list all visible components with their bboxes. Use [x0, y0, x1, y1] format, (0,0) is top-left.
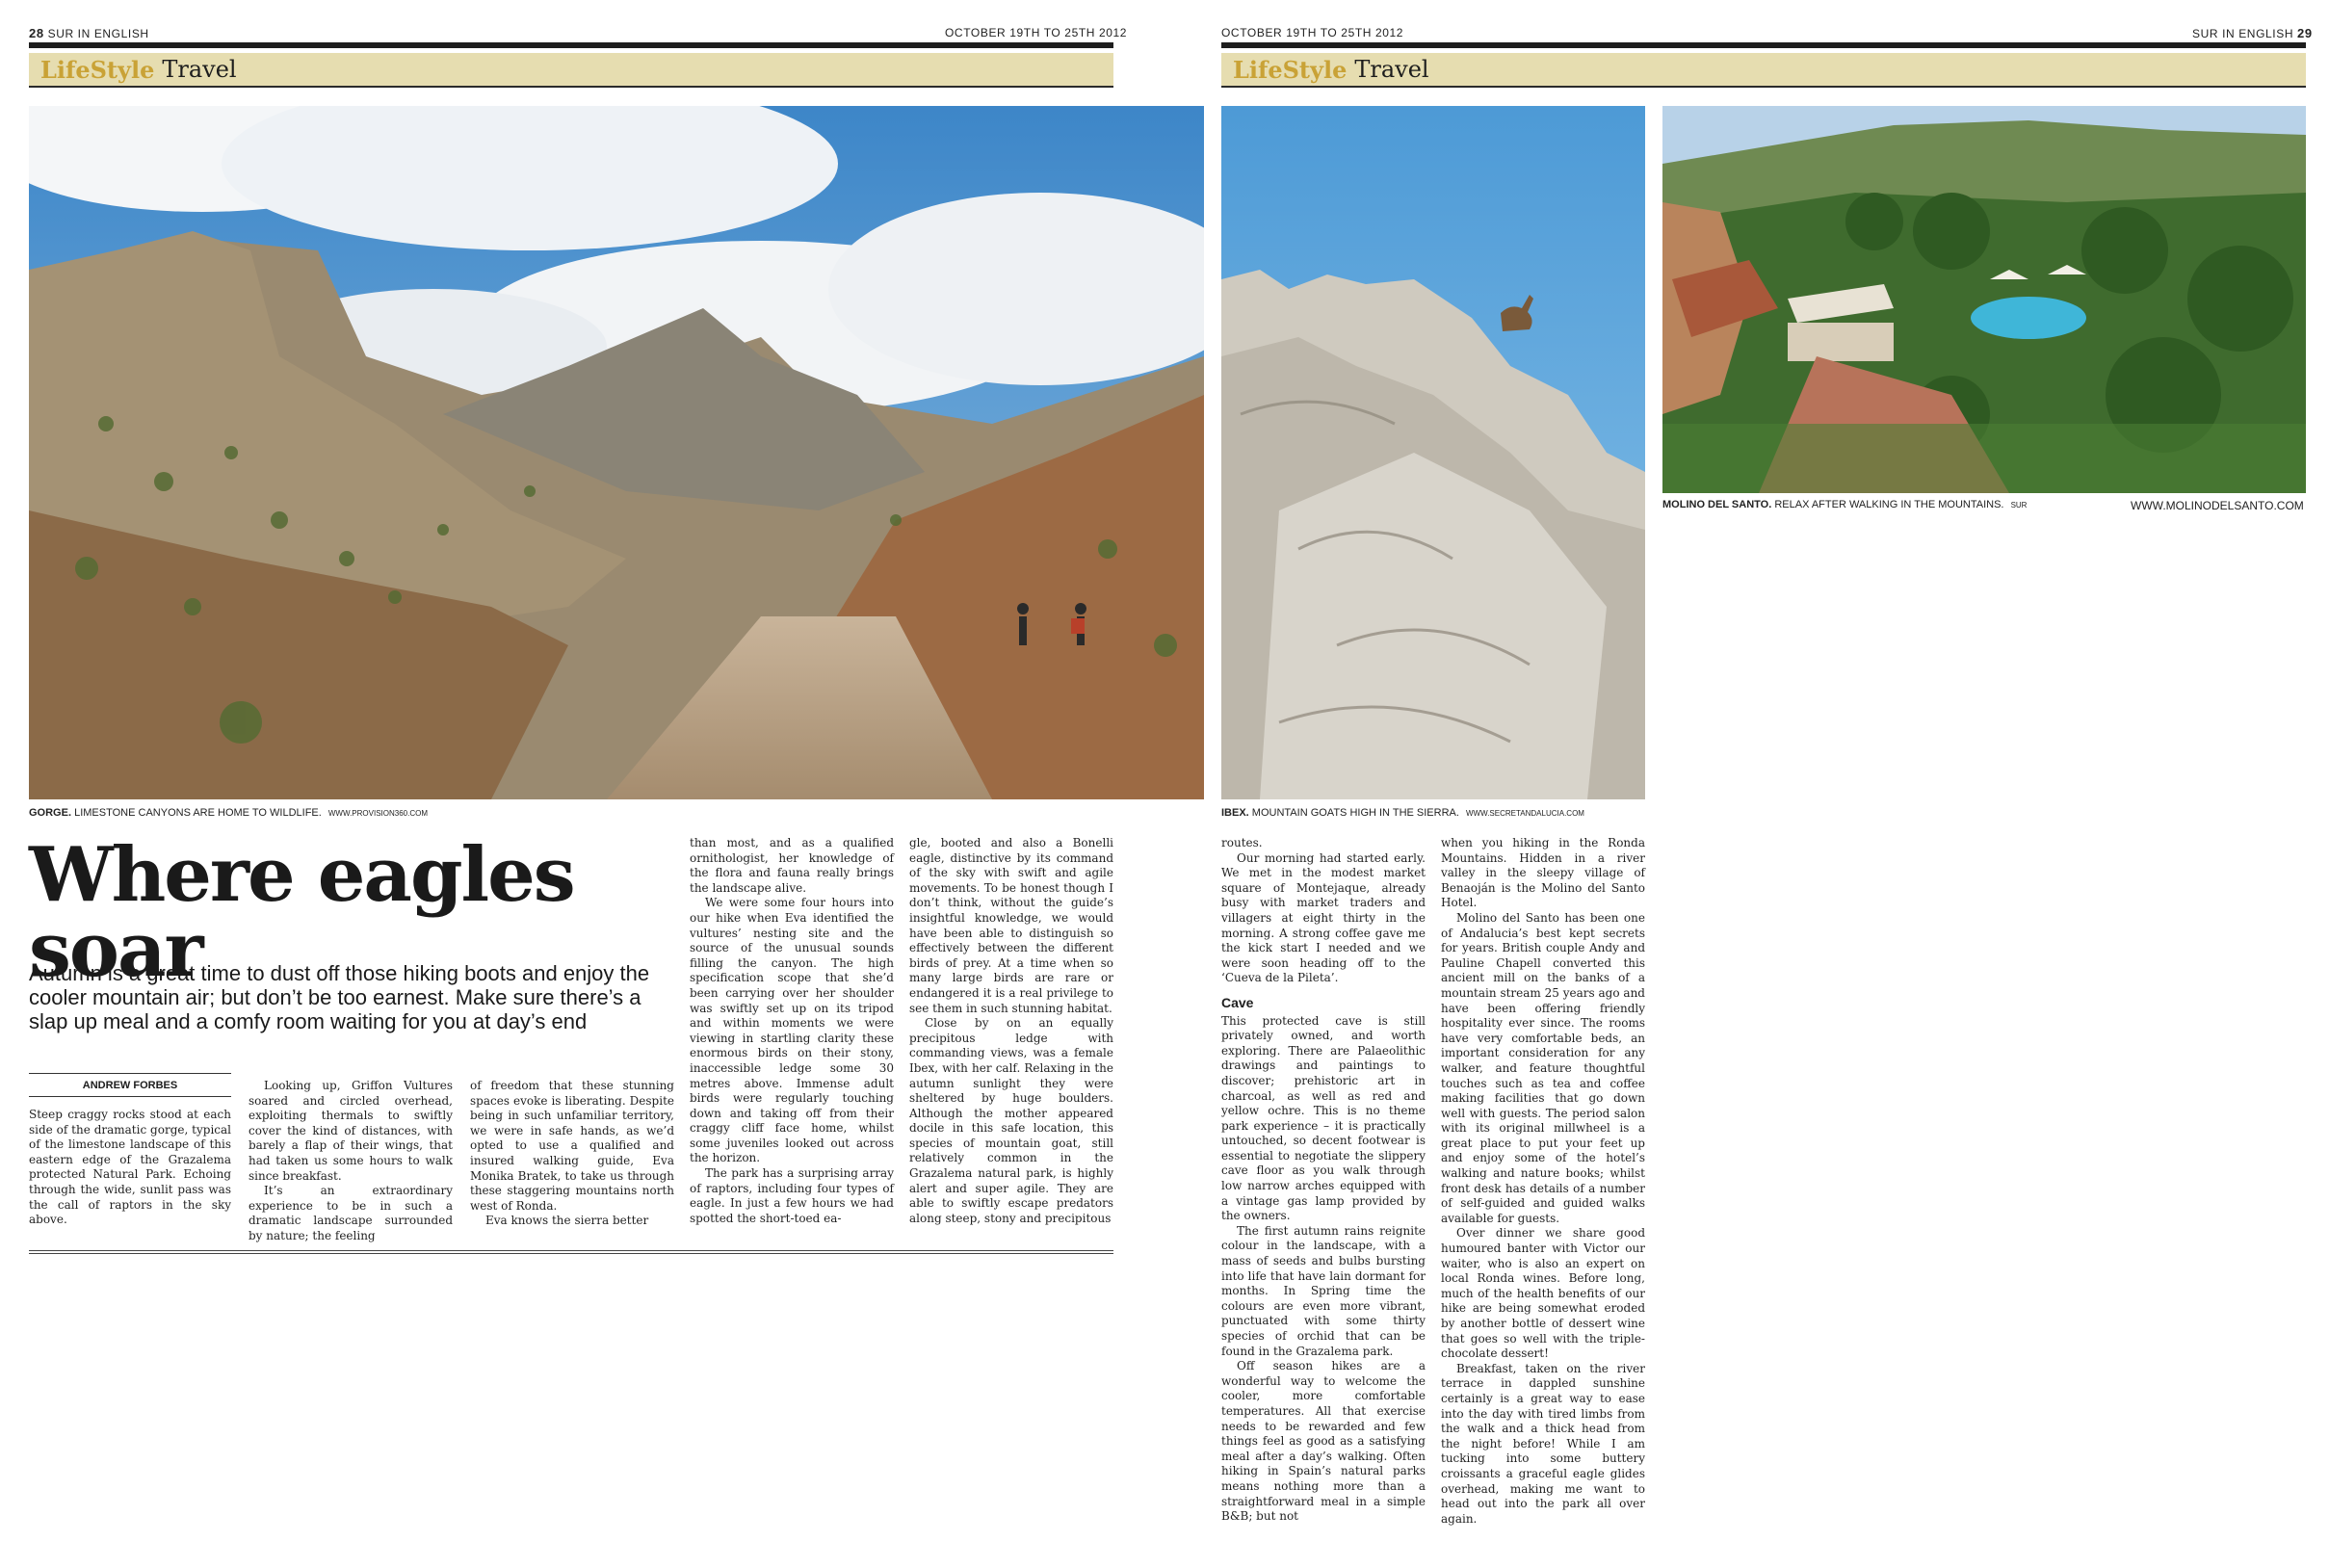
ibex-caption	[1221, 807, 1584, 819]
article-paragraph: Our morning had started early. We met in the modest market square of Montejaque, already busy with market traders and villagers at eight thirty in the morning. A strong coffee gave me the kick start I needed and we were soon heading off to the ‘Cueva de la Pileta’.	[1221, 850, 1426, 985]
gorge-caption-lead: GORGE.	[29, 807, 72, 819]
article-paragraph: The park has a surprising array of raptors, including four types of eagle. In just a few hours we had spotted the short-toed ea-	[690, 1166, 894, 1225]
right-page-number: 29	[2297, 26, 2313, 40]
left-page-number: 28	[29, 26, 44, 40]
ibex-caption-lead: IBEX.	[1221, 807, 1249, 819]
article-paragraph: Off season hikes are a wonderful way to welcome the cooler, more comfortable temperatures. All that exercise needs to be rewarded and few things feel as good as a satisfying meal after a day’s walking. Often hiking in Spain’s natural parks means nothing more than a straightforward meal in a simple B&B; but not	[1221, 1359, 1426, 1524]
left-section-name: LifeStyle	[40, 55, 155, 84]
article-paragraph: Over dinner we share good humoured banter with Victor our waiter, who is also an expert on local Ronda wines. Before long, much of the health benefits of our hike are being somewhat eroded by another bottle of dessert wine that goes so well with the triple-chocolate dessert!	[1441, 1226, 1645, 1361]
article-paragraph: The first autumn rains reignite colour in the landscape, with a mass of seeds and bulbs bursting into life that have lain dormant for months. In Spring time the colours are even more vibrant, punctuated with some thirty species of orchid that can be found in the Grazalema park.	[1221, 1223, 1426, 1358]
cave-subheading: Cave	[1221, 994, 1254, 1010]
article-byline: ANDREW FORBES	[29, 1073, 231, 1097]
article-col-3	[470, 1079, 674, 1229]
article-paragraph: This protected cave is still privately owned, and worth exploring. There are Palaeolithic drawings and paintings to discover; prehistoric art in charcoal, as well as red and yellow ochre. This is no theme park experience – it is practically untouched, so decent footwear is essential to negotiate the slippery cave floor as you walk through low narrow arches equipped with a vintage gas lamp provided by the owners.	[1221, 1013, 1426, 1223]
article-col-5	[909, 836, 1113, 1226]
molino-website: WWW.MOLINODELSANTO.COM	[2131, 499, 2304, 512]
article-paragraph: routes.	[1221, 836, 1263, 849]
left-date: OCTOBER 19TH TO 25TH 2012	[945, 26, 1128, 39]
right-folio	[2192, 26, 2313, 40]
article-paragraph: Eva knows the sierra better	[485, 1214, 649, 1228]
left-folio	[29, 26, 149, 40]
right-publication: SUR IN ENGLISH	[2192, 27, 2294, 40]
right-top-rule	[1221, 42, 2306, 48]
left-section-band	[29, 53, 1113, 88]
article-paragraph: gle, booted and also a Bonelli eagle, distinctive by its command of the sky with swift and agile movements. To be honest though I don’t think, without the guide’s insightful knowledge, we would have been able to distinguish so effectively between the different birds of prey. At a time when so many large birds are rare or endangered it is a real privilege to see them in such stunning habitat.	[909, 836, 1113, 1015]
article-paragraph: than most, and as a qualified ornithologist, her knowledge of the flora and fauna really brings the landscape alive.	[690, 836, 894, 895]
article-col-6	[1221, 836, 1426, 1525]
ibex-caption-source: WWW.SECRETANDALUCIA.COM	[1466, 809, 1584, 818]
right-section-band	[1221, 53, 2306, 88]
ibex-photo	[1221, 106, 1645, 799]
article-paragraph: Molino del Santo has been one of Andalucia’s best kept secrets for years. British couple Andy and Pauline Chapell converted this ancient mill on the banks of a mountain stream 25 years ago and have been offering friendly hospitality ever since. The rooms have very comfortable beds, an important consideration for any walker, and feature thoughtful touches such as tea and coffee making facilities that go down well with guests. The period salon with its original millwheel is a great place to put your feet up and enjoy some of the hotel’s walking and nature books; whilst front desk has details of a number of self-guided and guided walks available for guests.	[1441, 910, 1645, 1225]
molino-photo	[1662, 106, 2306, 493]
left-subsection-name: Travel	[162, 56, 237, 83]
article-paragraph: Steep craggy rocks stood at each side of the dramatic gorge, typical of the limestone landscape of this eastern edge of the Grazalema protected Natural Park. Echoing through the wide, sunlit pass was the call of raptors in the sky above.	[29, 1108, 231, 1227]
gorge-photo	[29, 106, 1204, 799]
left-publication: SUR IN ENGLISH	[47, 27, 149, 40]
article-col-2	[249, 1079, 453, 1244]
article-standfirst: Autumn is a great time to dust off those hiking boots and enjoy the cooler mountain air; but don’t be too earnest. Make sure there’s a slap up meal and a comfy room waiting for you at day’s end	[29, 961, 650, 1033]
molino-caption-source: SUR	[2010, 501, 2028, 510]
molino-caption-lead: MOLINO DEL SANTO.	[1662, 499, 1772, 510]
article-col-7	[1441, 836, 1645, 1527]
article-paragraph: We were some four hours into our hike when Eva identified the vultures’ nesting site and the source of the unusual sounds filling the canyon. The high specification scope that she’d been carrying over her shoulder was swiftly set up on its tripod and within moments we were viewing in startling clarity these enormous birds on their stony, inaccessible ledge some 30 metres above. Immense adult birds were regularly touching down and taking off from their craggy cliff face home, whilst some juveniles looked out across the horizon.	[690, 896, 894, 1165]
article-paragraph: Breakfast, taken on the river terrace in dappled sunshine certainly is a great way to ease into the day with tired limbs from the walk and a thick head from the night before! While I am tucking into some buttery croissants a graceful eagle glides overhead, making me want to head out into the park all over again.	[1441, 1361, 1645, 1526]
article-paragraph: Close by on an equally precipitous ledge with commanding views, was a female Ibex, with her calf. Relaxing in the autumn sunlight they were sheltered by huge boulders. Although the mother appeared docile in this safe location, this species of mountain goat, still relatively common in the Grazalema natural park, is highly alert and super agile. They are able to swiftly escape predators along steep, stony and precipitous	[909, 1016, 1113, 1225]
gorge-caption-source: WWW.PROVISION360.COM	[327, 809, 428, 818]
left-bottom-rule	[29, 1250, 1113, 1254]
ibex-caption-text: MOUNTAIN GOATS HIGH IN THE SIERRA.	[1251, 807, 1459, 819]
article-paragraph: It’s an extraordinary experience to be in such a dramatic landscape surrounded by nature; the feeling	[249, 1184, 453, 1242]
article-headline: Where eagles soar	[29, 831, 574, 994]
article-paragraph: Looking up, Griffon Vultures soared and circled overhead, exploiting thermals to swiftly cover the kind of distances, with barely a flap of their wings, that had taken us some hours to walk since breakfast.	[249, 1079, 453, 1183]
article-col-1	[29, 1108, 231, 1228]
molino-caption	[1662, 499, 2027, 510]
molino-caption-text: RELAX AFTER WALKING IN THE MOUNTAINS.	[1774, 499, 2004, 510]
right-section-name: LifeStyle	[1233, 55, 1348, 84]
right-date: OCTOBER 19TH TO 25TH 2012	[1221, 26, 1404, 39]
article-col-4	[690, 836, 894, 1226]
gorge-caption	[29, 807, 428, 819]
left-top-rule	[29, 42, 1113, 48]
article-paragraph: of freedom that these stunning spaces evoke is liberating. Despite being in such unfamiliar territory, we were in safe hands, as we’d opted to use a qualified and insured walking guide, Eva Monika Bratek, to take us through these staggering mountains north west of Ronda.	[470, 1079, 674, 1213]
gorge-caption-text: LIMESTONE CANYONS ARE HOME TO WILDLIFE.	[74, 807, 322, 819]
article-paragraph: when you hiking in the Ronda Mountains. Hidden in a river valley in the sleepy village of Benaoján is the Molino del Santo Hotel.	[1441, 836, 1645, 910]
right-subsection-name: Travel	[1354, 56, 1429, 83]
